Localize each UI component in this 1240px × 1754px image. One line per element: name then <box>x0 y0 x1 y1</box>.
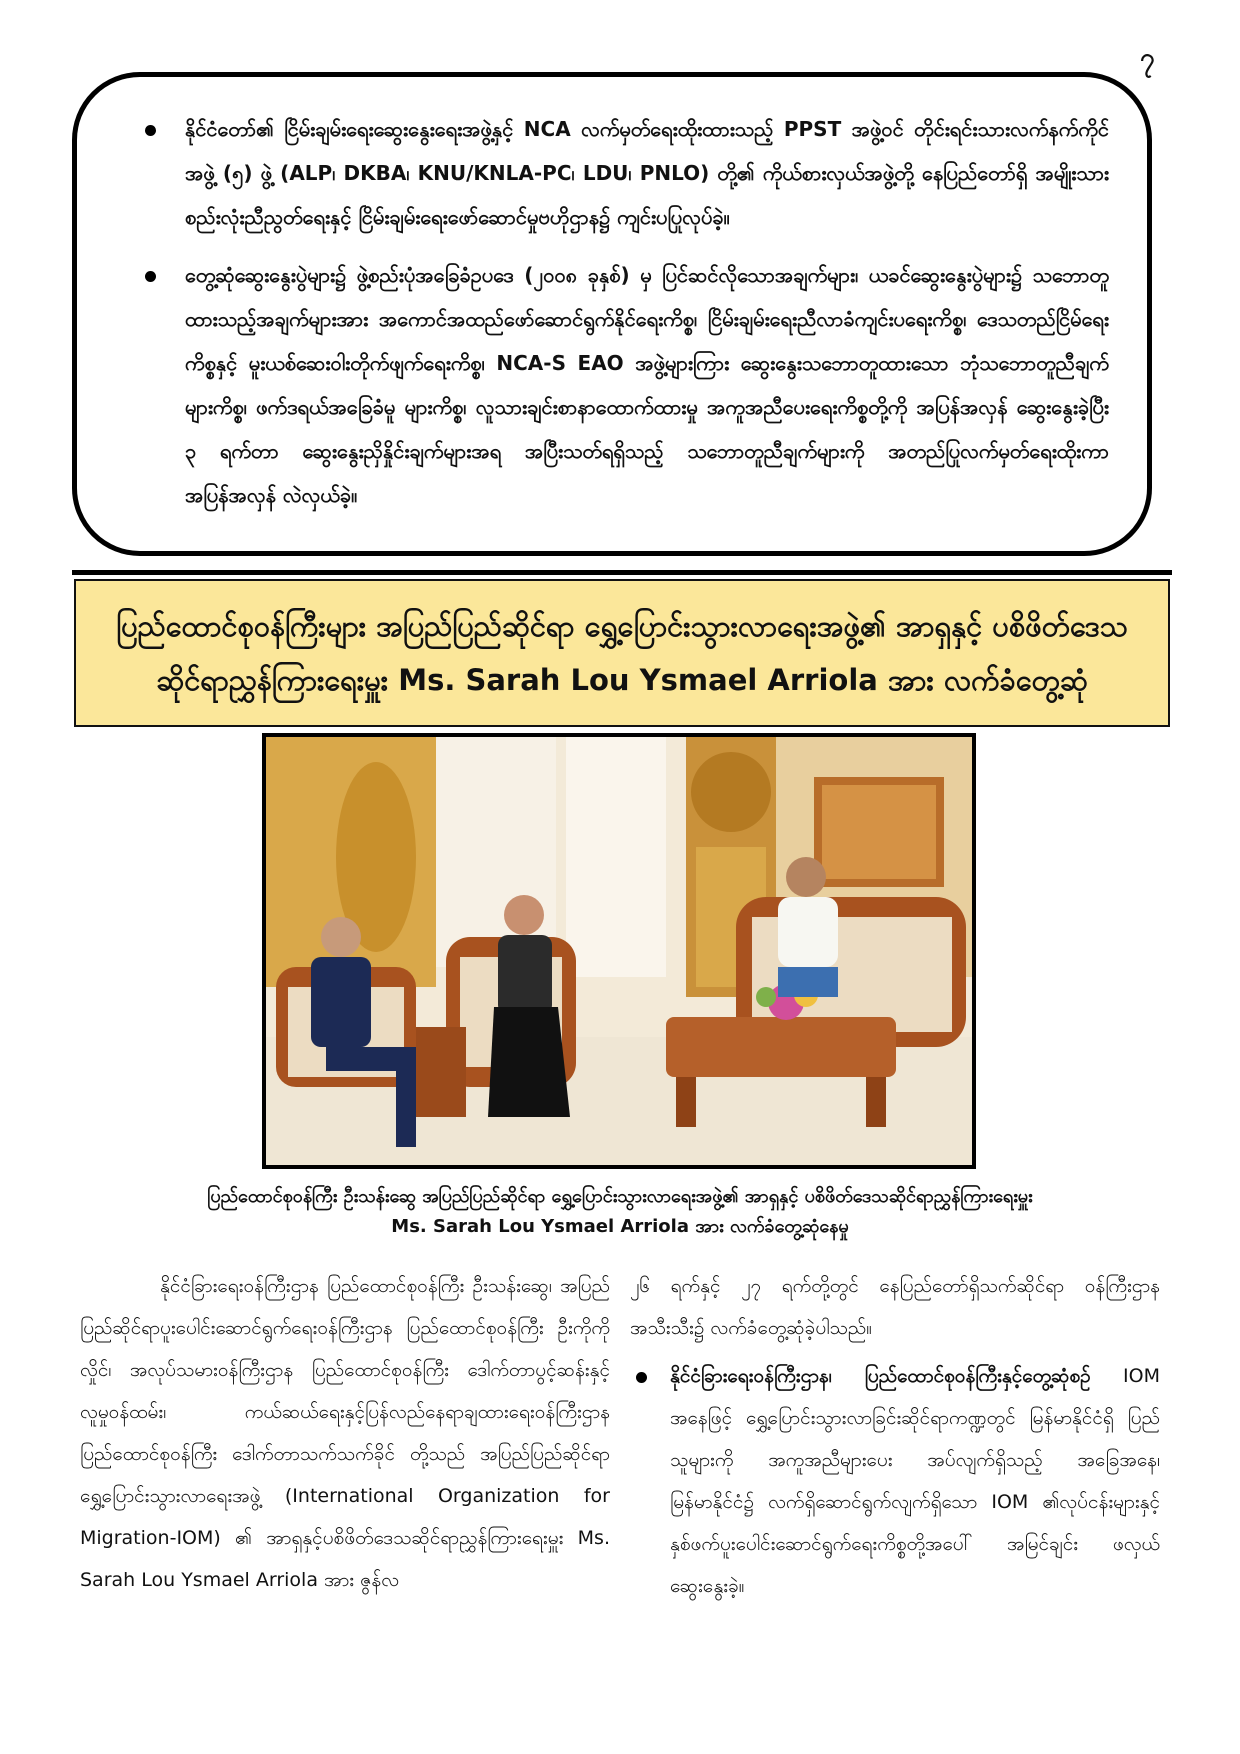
bullet-icon <box>145 125 156 136</box>
bullet-icon <box>145 271 156 282</box>
body-right-bullet-heading: နိုင်ငံခြားရေးဝန်ကြီးဌာန၊ ပြည်ထောင်စုဝန်ကြီးနှင့်တွေ့ဆုံစဉ် <box>670 1365 1091 1387</box>
headline: ပြည်ထောင်စုဝန်ကြီးများ အပြည်ပြည်ဆိုင်ရာ ရွှေ့ပြောင်းသွားလာရေးအဖွဲ့၏ အာရှနှင့် ပစိဖိတ်ဒေသဆိုင်ရာညွှန်ကြားရေးမှူး Ms. Sarah Lou Ysmael Arriola အား လက်ခံတွေ့ဆုံ <box>116 609 1128 697</box>
photo-caption-line1: ပြည်ထောင်စုဝန်ကြီး ဦးသန်းဆွေ အပြည်ပြည်ဆိုင်ရာ ရွှေ့ပြောင်းသွားလာရေးအဖွဲ့၏ အာရှနှင့် ပစိဖိတ်ဒေသဆိုင်ရာညွှန်ကြားရေးမှူး <box>207 1186 1033 1207</box>
body-right-bullet <box>630 1355 1160 1607</box>
headline-banner <box>74 579 1170 727</box>
body-column-right <box>630 1265 1160 1607</box>
section-divider <box>72 570 1172 575</box>
photo-caption-line2: Ms. Sarah Lou Ysmael Arriola အား လက်ခံတွေ့ဆုံနေမှု <box>391 1216 849 1237</box>
body-left-paragraph: နိုင်ငံခြားရေးဝန်ကြီးဌာန ပြည်ထောင်စုဝန်ကြီး ဦးသန်းဆွေ၊ အပြည်ပြည်ဆိုင်ရာပူးပေါင်းဆောင်ရွက်ရေးဝန်ကြီးဌာန ပြည်ထောင်စုဝန်ကြီး ဦးကိုကိုလှိုင်၊ အလုပ်သမားဝန်ကြီးဌာန ပြည်ထောင်စုဝန်ကြီး ဒေါက်တာပွင့်ဆန်းနှင့်လူမှုဝန်ထမ်း၊ ကယ်ဆယ်ရေးနှင့်ပြန်လည်နေရာချထားရေးဝန်ကြီးဌာန ပြည်ထောင်စုဝန်ကြီး ဒေါက်တာသက်သက်ခိုင် တို့သည် အပြည်ပြည်ဆိုင်ရာရွှေ့ပြောင်းသွားလာရေးအဖွဲ့ (International Organization for Migration-IOM) ၏ အာရှနှင့်ပစိဖိတ်ဒေသဆိုင်ရာညွှန်ကြားရေးမှူး Ms. Sarah Lou Ysmael Arriola အား ဇွန်လ <box>80 1275 610 1591</box>
meeting-photo <box>262 733 976 1169</box>
body-right-bullet-text: IOM အနေဖြင့် ရွှေ့ပြောင်းသွားလာခြင်းဆိုင်ရာကဏ္ဍတွင် မြန်မာနိုင်ငံရှိ ပြည်သူများကို အကူအညီများပေး အပ်လျက်ရှိသည့် အခြေအနေ၊ မြန်မာနိုင်ငံ၌ လက်ရှိဆောင်ရွက်လျက်ရှိသော IOM ၏လုပ်ငန်းများနှင့် နှစ်ဖက်ပူးပေါင်းဆောင်ရွက်ရေးကိစ္စတို့အပေါ် အမြင်ချင်း ဖလှယ်ဆွေးနွေးခဲ့။ <box>670 1365 1160 1597</box>
summary-box <box>72 72 1152 556</box>
summary-bullet-text: နိုင်ငံတော်၏ ငြိမ်းချမ်းရေးဆွေးနွေးရေးအဖွဲ့နှင့် NCA လက်မှတ်ရေးထိုးထားသည့် PPST အဖွဲ့ဝင် တိုင်းရင်းသားလက်နက်ကိုင်အဖွဲ့ (၅) ဖွဲ့ (ALP၊ DKBA၊ KNU/KNLA-PC၊ LDU၊ PNLO) တို့၏ ကိုယ်စားလှယ်အဖွဲ့တို့ နေပြည်တော်ရှိ အမျိုးသားစည်းလုံးညီညွတ်ရေးနှင့် ငြိမ်းချမ်းရေးဖော်ဆောင်မှုဗဟိုဌာန၌ ကျင်းပပြုလုပ်ခဲ့။ <box>185 117 1109 229</box>
meeting-photo-illustration <box>266 737 972 1165</box>
bullet-icon <box>636 1372 647 1383</box>
photo-caption <box>80 1182 1160 1242</box>
body-right-intro: ၂၆ ရက်နှင့် ၂၇ ရက်တို့တွင် နေပြည်တော်ရှိသက်ဆိုင်ရာ ဝန်ကြီးဌာနအသီးသီး၌ လက်ခံတွေ့ဆုံခဲ့ပါသည်။ <box>630 1275 1160 1339</box>
body-column-left <box>80 1265 610 1601</box>
page-number: ၇ <box>1140 43 1155 73</box>
summary-bullet-text: တွေ့ဆုံဆွေးနွေးပွဲများ၌ ဖွဲ့စည်းပုံအခြေခံဥပဒေ (၂၀၀၈ ခုနှစ်) မှ ပြင်ဆင်လိုသောအချက်များ၊ ယခင်ဆွေးနွေးပွဲများ၌ သဘောတူထားသည့်အချက်များအား အကောင်အထည်ဖော်ဆောင်ရွက်နိုင်ရေးကိစ္စ၊ ငြိမ်းချမ်းရေးညီလာခံကျင်းပရေးကိစ္စ၊ ဒေသတည်ငြိမ်ရေးကိစ္စနှင့် မူးယစ်ဆေးဝါးတိုက်ဖျက်ရေးကိစ္စ၊ NCA-S EAO အဖွဲ့များကြား ဆွေးနွေးသဘောတူထားသော ဘုံသဘောတူညီချက်များကိစ္စ၊ ဖက်ဒရယ်အခြေခံမူ များကိစ္စ၊ လူသားချင်းစာနာထောက်ထားမှု အကူအညီပေးရေးကိစ္စတို့ကို အပြန်အလှန် ဆွေးနွေးခဲ့ပြီး ၃ ရက်တာ ဆွေးနွေးညှိနှိုင်းချက်များအရ အပြီးသတ်ရရှိသည့် သဘောတူညီချက်များကို အတည်ပြုလက်မှတ်ရေးထိုးကာ အပြန်အလှန် လဲလှယ်ခဲ့။ <box>185 263 1109 507</box>
summary-bullet <box>117 253 1109 517</box>
summary-bullet <box>117 107 1109 239</box>
